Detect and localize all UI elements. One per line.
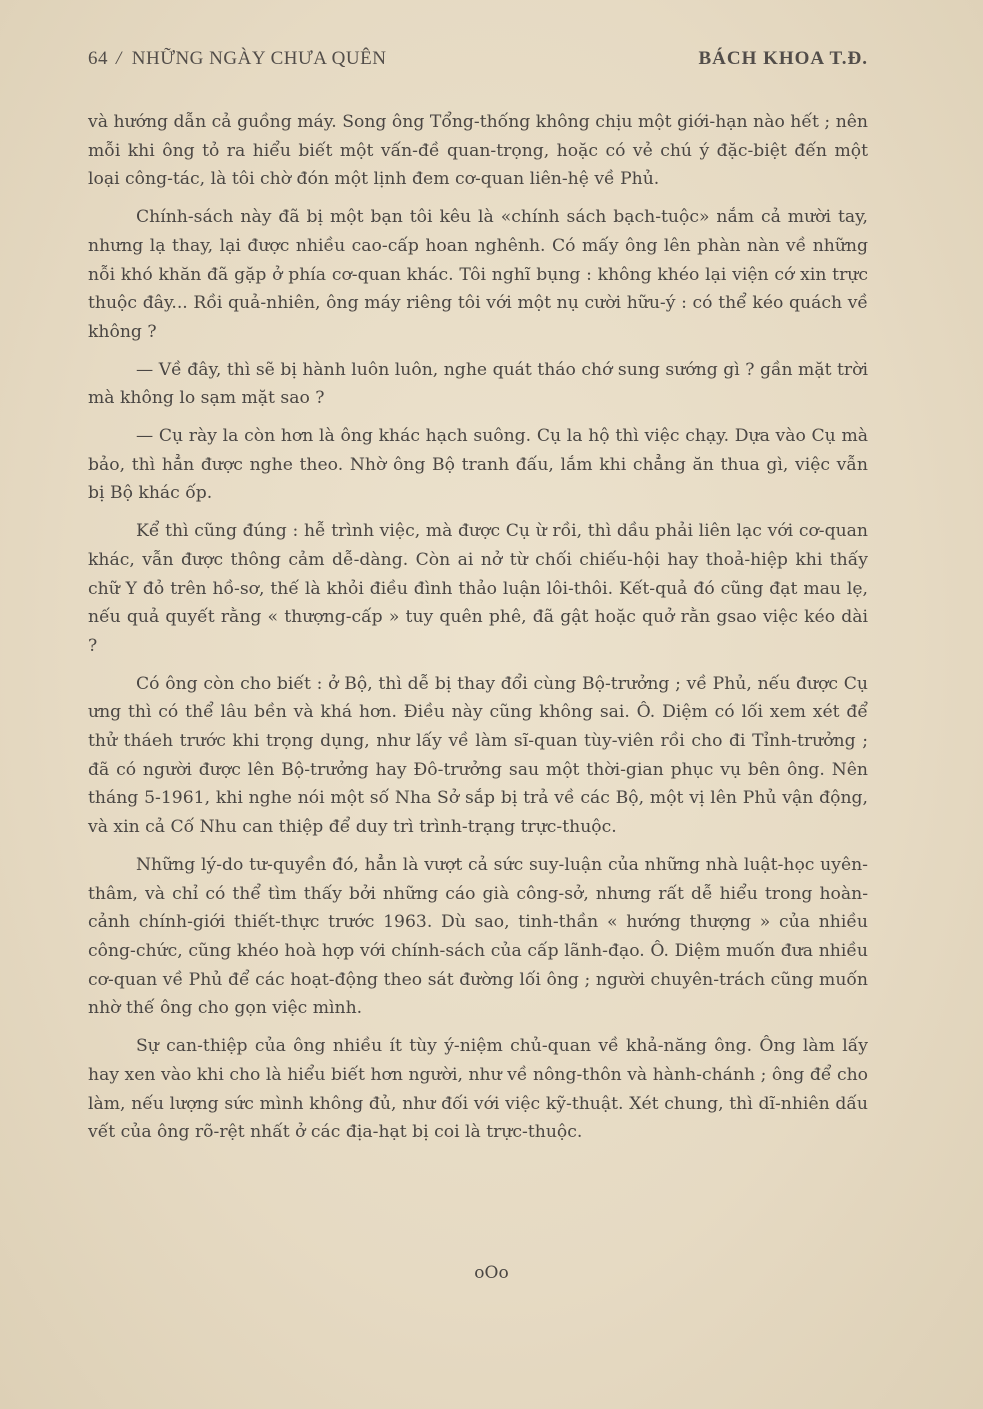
- paragraph-8: Sự can-thiệp của ông nhiều ít tùy ý-niệm chủ-quan về khả-năng ông. Ông làm lấy hay xen vào khi cho là hiểu biết hơn người, như về nông-thôn và hành-chánh ; ông để cho làm, nếu lượng sức mình không đủ, như đối với việc kỹ-thuật. Xét chung, thì dĩ-nhiên dấu vết của ông rõ-rệt nhất ở các địa-hạt bị coi là trực-thuộc.: [88, 1036, 868, 1143]
- page-header: [88, 48, 868, 76]
- running-title: NHỮNG NGÀY CHƯA QUÊN: [131, 48, 387, 69]
- paragraph-5: Kể thì cũng đúng : hễ trình việc, mà được Cụ ừ rồi, thì dầu phải liên lạc với cơ-quan khác, vẫn được thông cảm dễ-dàng. Còn ai nở từ chối chiếu-hội hay thoả-hiệp khi thấy chữ Y đỏ trên hồ-sơ, thế là khỏi điều đình thảo luận lôi-thôi. Kết-quả đó cũng đạt mau lẹ, nếu quả quyết rằng « thượng-cấp » tuy quên phê, đã gật hoặc quở rằn gsao việc kéo dài ?: [88, 521, 868, 656]
- header-left: [88, 48, 386, 70]
- paragraph-1: và hướng dẫn cả guồng máy. Song ông Tổng-thống không chịu một giới-hạn nào hết ; nên mỗi khi ông tỏ ra hiểu biết một vấn-đề quan-trọng, hoặc có vẻ chú ý đặc-biệt đến một loại công-tác, là tôi chờ đón một lịnh đem cơ-quan liên-hệ về Phủ.: [88, 112, 868, 190]
- page-body: [88, 108, 868, 1156]
- paragraph-7: Những lý-do tư-quyền đó, hẳn là vượt cả sức suy-luận của những nhà luật-học uyên-thâm, và chỉ có thể tìm thấy bởi những cáo già công-sở, nhưng rất dễ hiểu trong hoàn-cảnh chính-giới thiết-thực trước 1963. Dù sao, tinh-thần « hướng thượng » của nhiều công-chức, cũng khéo hoà hợp với chính-sách của cấp lãnh-đạo. Ô. Diệm muốn đưa nhiều cơ-quan về Phủ để các hoạt-động theo sát đường lối ông ; người chuyên-trách cũng muốn nhờ thế ông cho gọn việc mình.: [88, 854, 868, 1019]
- dialogue-line-2: — Cụ rày la còn hơn là ông khác hạch suông. Cụ la hộ thì việc chạy. Dựa vào Cụ mà bảo, thì hẳn được nghe theo. Nhờ ông Bộ tranh đấu, lắm khi chẳng ăn thua gì, việc vẫn bị Bộ khác ốp.: [88, 426, 868, 504]
- section-end-mark: oOo: [474, 1263, 509, 1283]
- publication-name: BÁCH KHOA T.Đ.: [698, 48, 868, 69]
- paragraph-2: Chính-sách này đã bị một bạn tôi kêu là «chính sách bạch-tuộc» nắm cả mười tay, nhưng lạ thay, lại được nhiều cao-cấp hoan nghênh. Có mấy ông lên phàn nàn về những nỗi khó khăn đã gặp ở phía cơ-quan khác. Tôi nghĩ bụng : không khéo lại viện cớ xin trực thuộc đây... Rồi quả-nhiên, ông máy riêng tôi với một nụ cười hữu-ý : có thể kéo quách về không ?: [88, 207, 868, 342]
- page-number: 64: [88, 48, 108, 69]
- header-separator: /: [116, 48, 122, 69]
- dialogue-line-1: — Về đây, thì sẽ bị hành luôn luôn, nghe quát tháo chớ sung sướng gì ? gần mặt trời mà không lo sạm mặt sao ?: [88, 359, 868, 409]
- paragraph-6: Có ông còn cho biết : ở Bộ, thì dễ bị thay đổi cùng Bộ-trưởng ; về Phủ, nếu được Cụ ưng thì có thể lâu bền và khá hơn. Điều này cũng không sai. Ô. Diệm có lối xem xét để thử tháeh trước khi trọng dụng, như lấy về làm sĩ-quan tùy-viên rồi cho đi Tỉnh-trưởng ; đã có người được lên Bộ-trưởng hay Đô-trưởng sau một thời-gian phục vụ bên ông. Nên tháng 5-1961, khi nghe nói một số Nha Sở sắp bị trả về các Bộ, một vị lên Phủ vận động, và xin cả Cố Nhu can thiệp để duy trì trình-trạng trực-thuộc.: [88, 673, 868, 838]
